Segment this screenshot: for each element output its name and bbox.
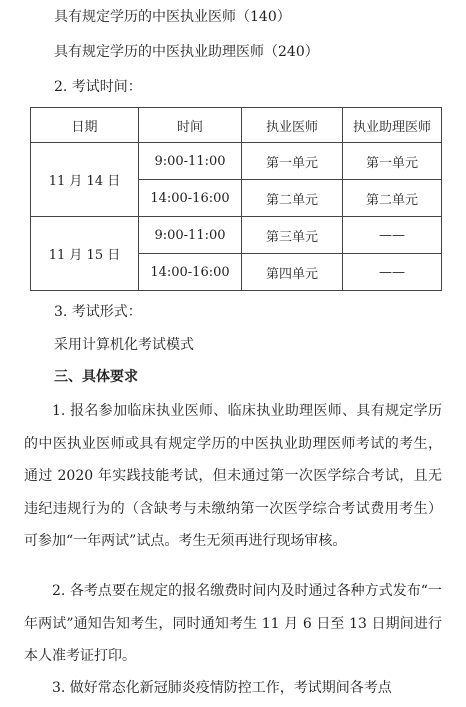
header-date: 日期: [31, 108, 139, 143]
paragraph-1: 1. 报名参加临床执业医师、临床执业助理医师、具有规定学历的中医执业医师或具有规定学历的中医执业助理医师考试的考生，通过 2020 年实践技能考试，但未通过第一次医学综合考试，且无违纪违规行为的（含缺考与未缴纳第一次医学综合考试费用考生）可参加“一年两试”试点。考生无须再进行现场审核。: [24, 403, 442, 549]
exam-schedule-table: [30, 107, 442, 291]
section-heading: 三、具体要求: [54, 369, 138, 385]
header-assistant: 执业助理医师: [343, 108, 442, 143]
header-time: 时间: [139, 108, 242, 143]
cell-doctor: 第四单元: [242, 254, 343, 291]
list-line-doctor: 具有规定学历的中医执业医师（140）: [54, 9, 291, 25]
paragraph-3: 3. 做好常态化新冠肺炎疫情防控工作，考试期间各考点: [52, 680, 392, 696]
exam-form-heading: 3. 考试形式：: [54, 304, 142, 320]
cell-doctor: 第三单元: [242, 217, 343, 254]
table-row: [31, 143, 442, 180]
paragraph-2: 2. 各考点要在规定的报名缴费时间内及时通过各种方式发布“一年两试”通知告知考生，同时通知考生 11 月 6 日至 13 日期间进行本人准考证打印。: [24, 583, 442, 664]
table-header-row: [31, 108, 442, 143]
cell-assistant: 第二单元: [343, 180, 442, 217]
cell-assistant: 第一单元: [343, 143, 442, 180]
cell-date: 11 月 14 日: [31, 143, 139, 217]
cell-time: 9:00-11:00: [139, 143, 242, 180]
cell-time: 14:00-16:00: [139, 254, 242, 291]
table-row: [31, 217, 442, 254]
cell-date: 11 月 15 日: [31, 217, 139, 291]
exam-form-text: 采用计算机化考试模式: [54, 337, 194, 353]
header-doctor: 执业医师: [242, 108, 343, 143]
cell-time: 9:00-11:00: [139, 217, 242, 254]
cell-doctor: 第二单元: [242, 180, 343, 217]
cell-assistant: ——: [343, 254, 442, 291]
list-line-assistant: 具有规定学历的中医执业助理医师（240）: [54, 44, 319, 60]
cell-assistant: ——: [343, 217, 442, 254]
cell-doctor: 第一单元: [242, 143, 343, 180]
exam-time-heading: 2. 考试时间：: [54, 79, 142, 95]
cell-time: 14:00-16:00: [139, 180, 242, 217]
